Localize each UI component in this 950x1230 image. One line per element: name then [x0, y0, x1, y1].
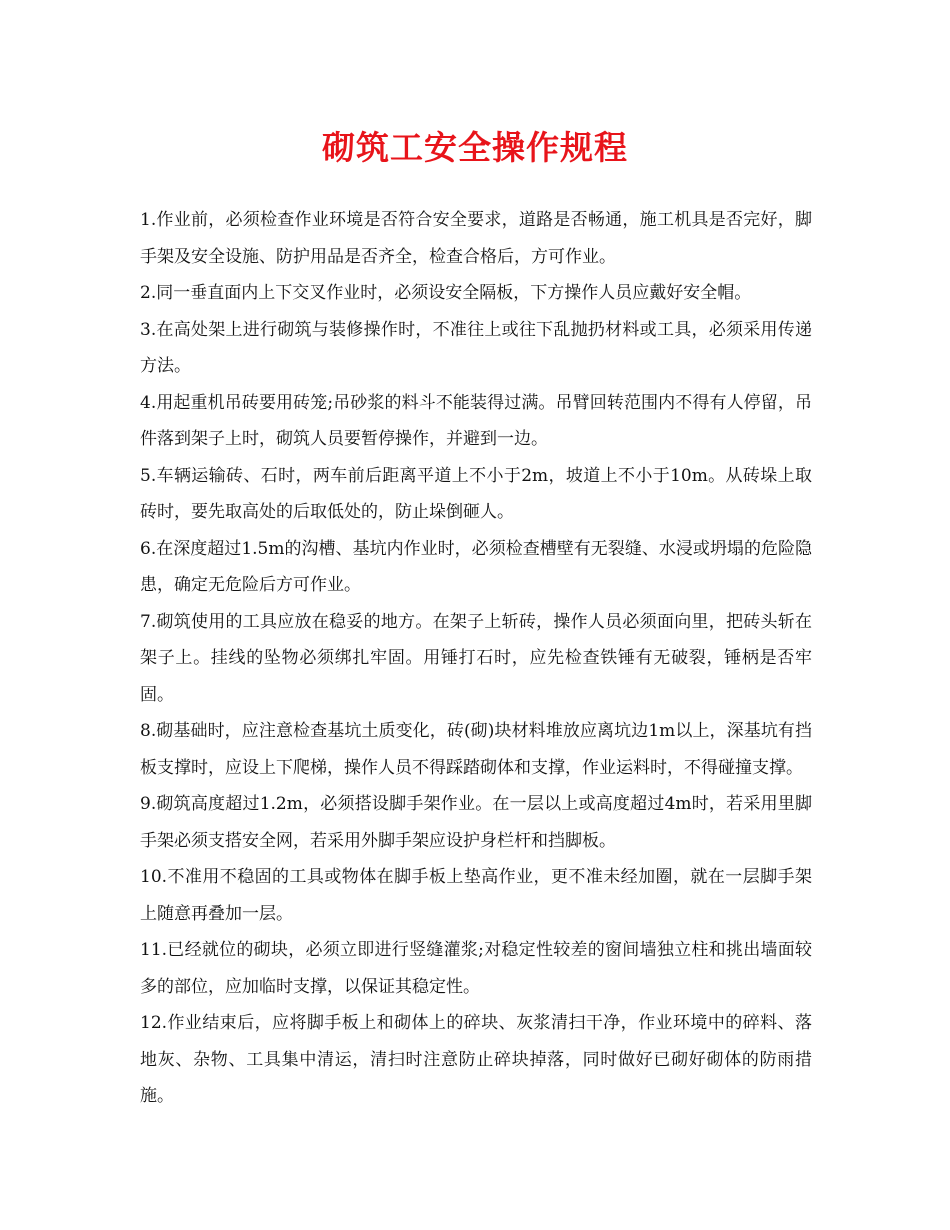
clause-2: 2.同一垂直面内上下交叉作业时，必须设安全隔板，下方操作人员应戴好安全帽。	[140, 283, 752, 303]
clause-4: 4.用起重机吊砖要用砖笼;吊砂浆的料斗不能装得过满。吊臂回转范围内不得有人停留，吊件落到架子上时，砌筑人员要暂停操作，并避到一边。	[140, 392, 812, 449]
clause-3: 3.在高处架上进行砌筑与装修操作时，不准往上或往下乱抛扔材料或工具，必须采用传递方法。	[140, 319, 812, 376]
clause-8: 8.砌基础时，应注意检查基坑土质变化，砖(砌)块材料堆放应离坑边1m以上，深基坑有挡板支撑时，应设上下爬梯，操作人员不得踩踏砌体和支撑，作业运料时，不得碰撞支撑。	[140, 721, 812, 778]
clause-5: 5.车辆运输砖、石时，两车前后距离平道上不小于2m，坡道上不小于10m。从砖垛上取砖时，要先取高处的后取低处的，防止垛倒砸人。	[140, 465, 812, 522]
clause-1: 1.作业前，必须检查作业环境是否符合安全要求，道路是否畅通，施工机具是否完好，脚手架及安全设施、防护用品是否齐全，检查合格后，方可作业。	[140, 210, 812, 267]
document-title: 砌筑工安全操作规程	[322, 128, 628, 167]
clause-10: 10.不准用不稳固的工具或物体在脚手板上垫高作业，更不准未经加圈，就在一层脚手架上随意再叠加一层。	[140, 867, 812, 924]
clause-9: 9.砌筑高度超过1.2m，必须搭设脚手架作业。在一层以上或高度超过4m时，若采用里脚手架必须支搭安全网，若采用外脚手架应设护身栏杆和挡脚板。	[140, 794, 812, 851]
clause-list	[140, 202, 812, 1115]
clause-6: 6.在深度超过1.5m的沟槽、基坑内作业时，必须检查槽壁有无裂缝、水浸或坍塌的危险隐患，确定无危险后方可作业。	[140, 538, 812, 595]
clause-12: 12.作业结束后，应将脚手板上和砌体上的碎块、灰浆清扫干净，作业环境中的碎料、落地灰、杂物、工具集中清运，清扫时注意防止碎块掉落，同时做好已砌好砌体的防雨措施。	[140, 1013, 812, 1106]
clause-11: 11.已经就位的砌块，必须立即进行竖缝灌浆;对稳定性较差的窗间墙独立柱和挑出墙面较多的部位，应加临时支撑，以保证其稳定性。	[140, 940, 812, 997]
clause-7: 7.砌筑使用的工具应放在稳妥的地方。在架子上斩砖，操作人员必须面向里，把砖头斩在架子上。挂线的坠物必须绑扎牢固。用锤打石时，应先检查铁锤有无破裂，锤柄是否牢固。	[140, 611, 812, 705]
